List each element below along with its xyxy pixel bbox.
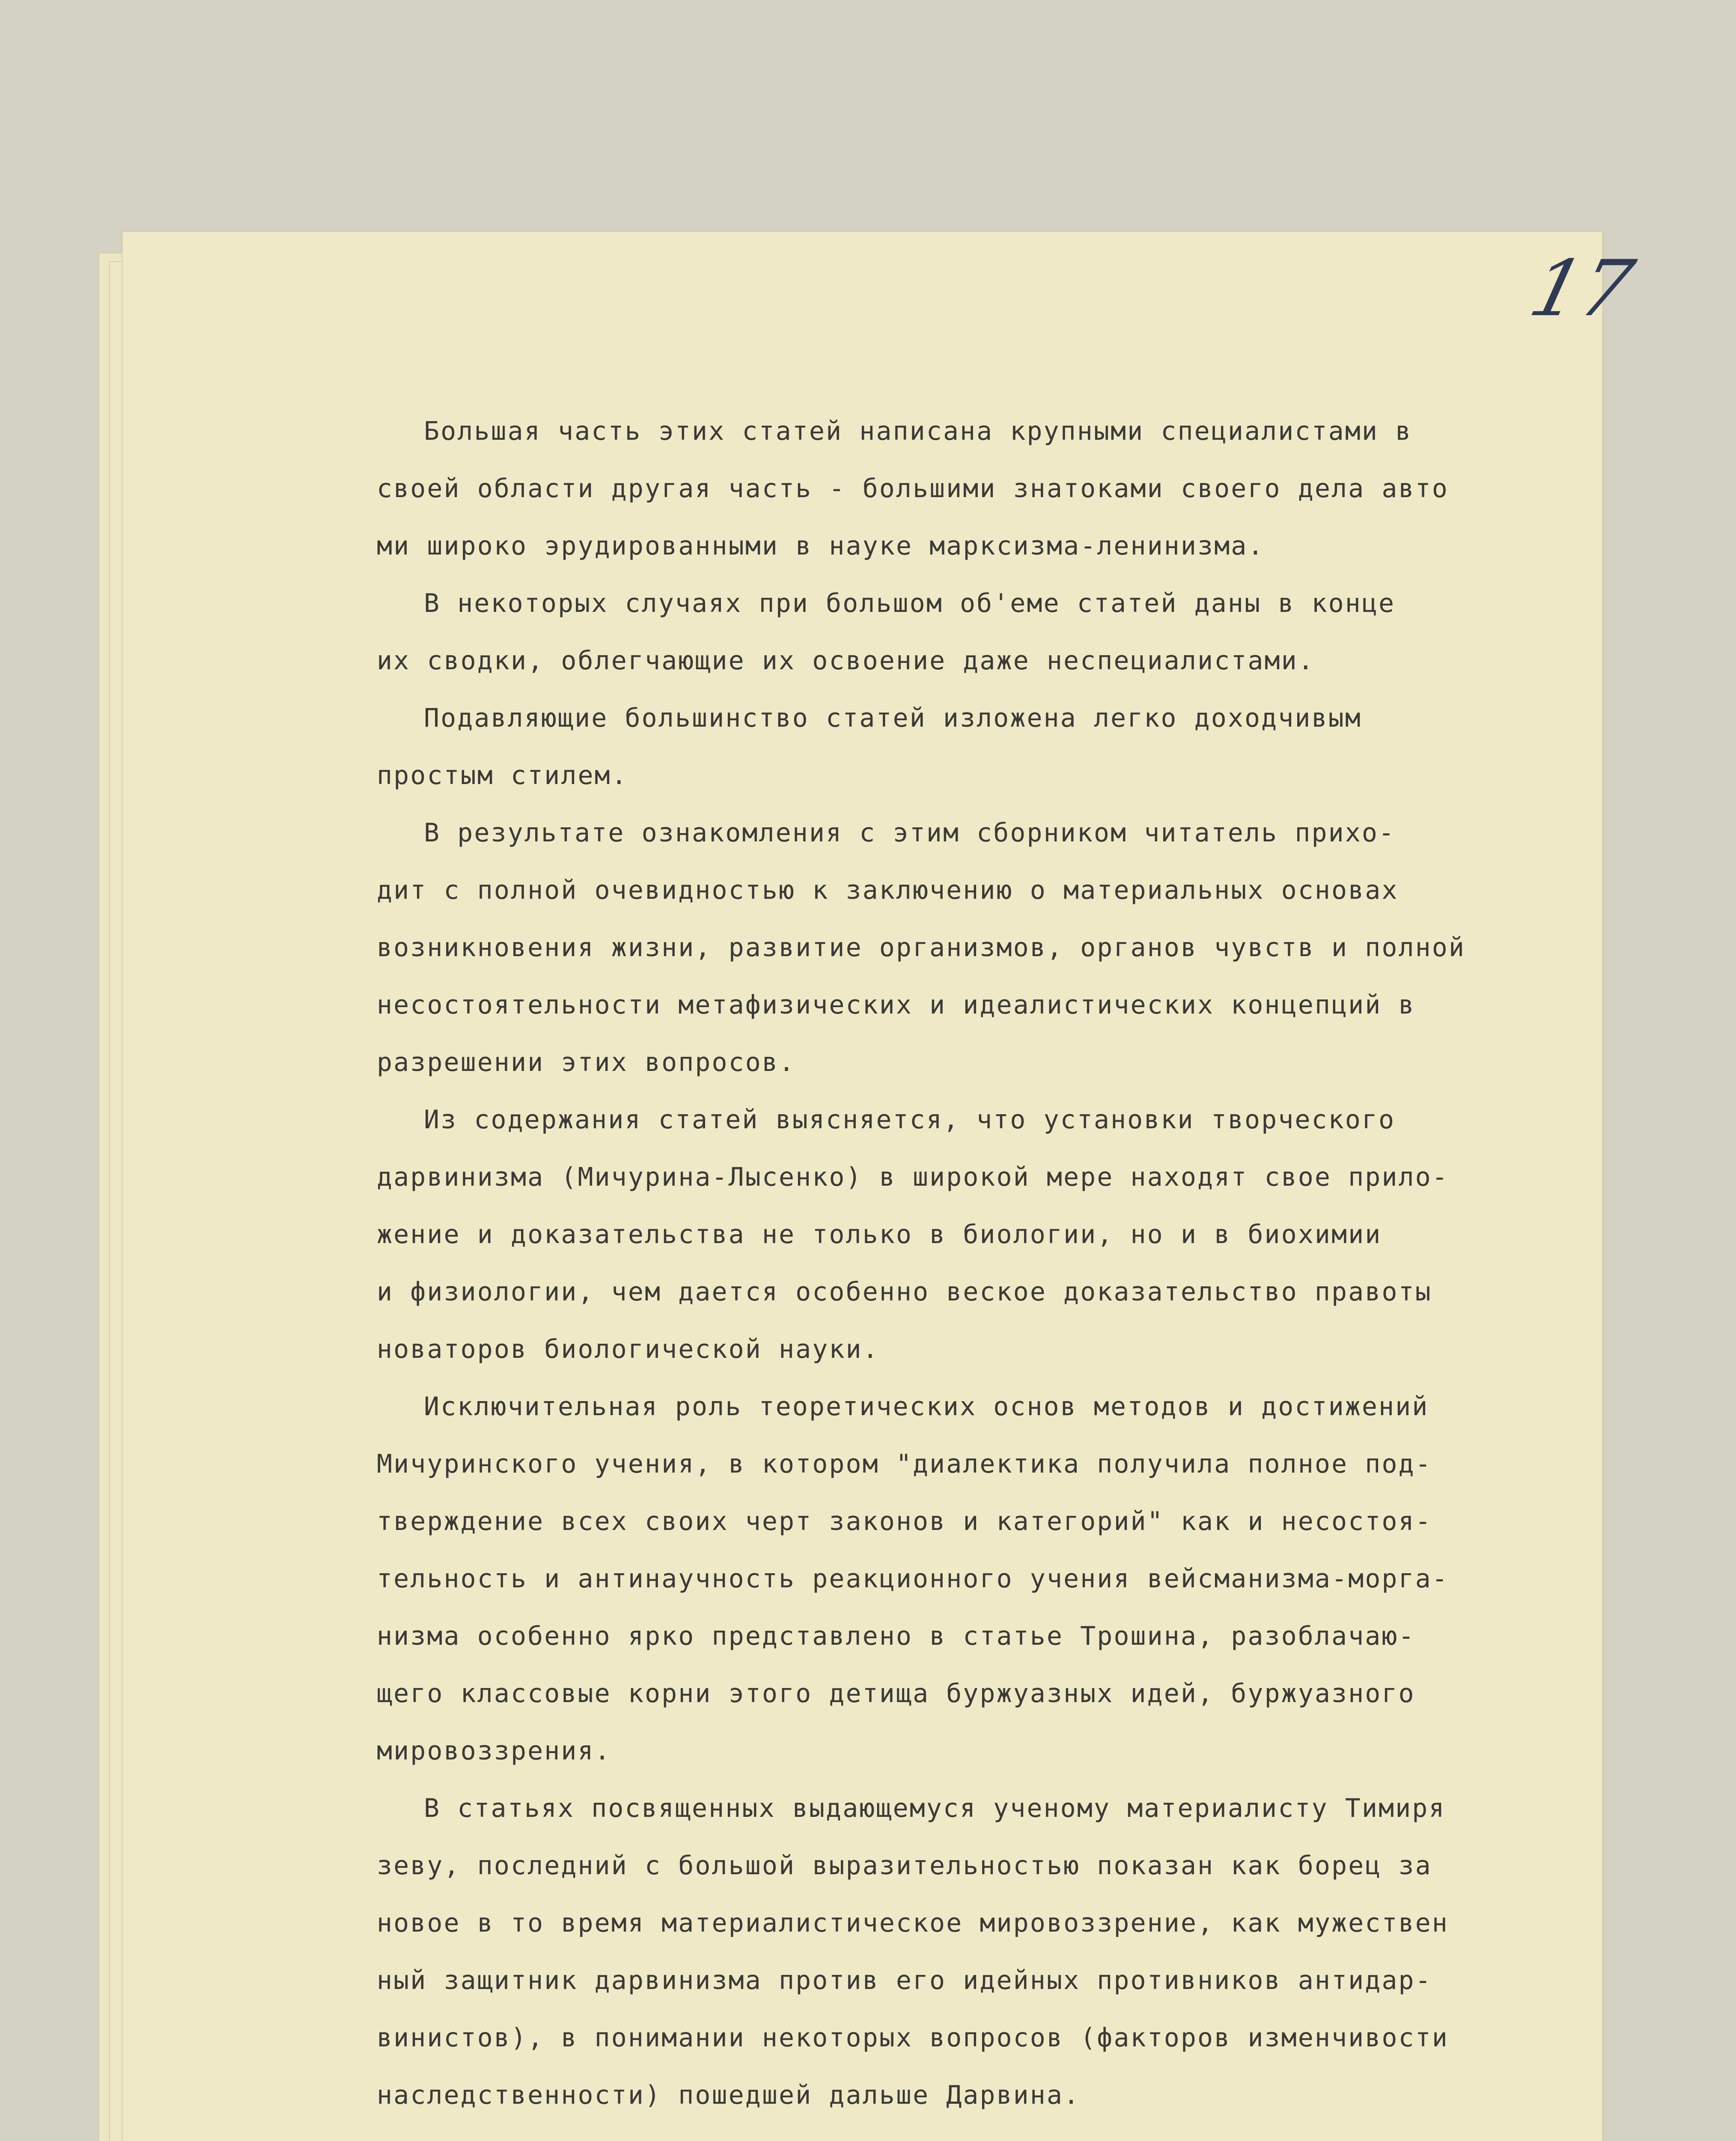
text-line: дарвинизма (Мичурина-Лысенко) в широкой мере находят свое прило-	[377, 1162, 1449, 1192]
text-line: В статьях посвященных выдающемуся ученому материалисту Тимиря	[424, 1793, 1446, 1823]
text-line: мировоззрения.	[377, 1736, 611, 1766]
text-line: Большая часть этих статей написана крупными специалистами в	[424, 416, 1412, 446]
typed-text-body	[377, 403, 1640, 2124]
text-line: щего классовые корни этого детища буржуазных идей, буржуазного	[377, 1679, 1415, 1709]
text-line: своей области другая часть - большими знатоками своего дела авто	[377, 474, 1449, 504]
text-line: новаторов биологической науки.	[377, 1334, 879, 1364]
text-line: В результате ознакомления с этим сборником читатель прихо-	[424, 818, 1396, 848]
text-line: Подавляющие большинство статей изложена легко доходчивым	[424, 703, 1362, 733]
text-line: их сводки, облегчающие их освоение даже неспециалистами.	[377, 646, 1315, 676]
text-line: новое в то время материалистическое мировоззрение, как мужествен	[377, 1908, 1449, 1938]
page-number: 17	[1521, 244, 1642, 334]
text-line: зеву, последний с большой выразительностью показан как борец за	[377, 1851, 1432, 1881]
text-line: тельность и антинаучность реакционного учения вейсманизма-морга-	[377, 1564, 1449, 1594]
text-line: В некоторых случаях при большом об'еме статей даны в конце	[424, 588, 1396, 618]
text-line: ми широко эрудированными в науке марксизма-ленинизма.	[377, 531, 1265, 561]
text-line: низма особенно ярко представлено в статье Трошина, разоблачаю-	[377, 1621, 1415, 1651]
text-line: ный защитник дарвинизма против его идейных противников антидар-	[377, 1965, 1432, 1995]
text-line: наследственности) пошедшей дальше Дарвина.	[377, 2080, 1081, 2110]
text-line: возникновения жизни, развитие организмов, органов чувств и полной	[377, 933, 1465, 963]
text-line: винистов), в понимании некоторых вопросов (факторов изменчивости	[377, 2023, 1449, 2053]
faded-stamp-mark	[1263, 2132, 1486, 2141]
text-line: Исключительная роль теоретических основ методов и достижений	[424, 1392, 1429, 1422]
text-line: разрешении этих вопросов.	[377, 1047, 796, 1077]
text-line: и физиологии, чем дается особенно веское доказательство правоты	[377, 1277, 1432, 1307]
text-line: тверждение всех своих черт законов и категорий" как и несостоя-	[377, 1506, 1432, 1536]
text-line: дит с полной очевидностью к заключению о материальных основах	[377, 875, 1399, 905]
text-line: Из содержания статей выясняется, что установки творческого	[424, 1105, 1396, 1135]
text-line: несостоятельности метафизических и идеалистических концепций в	[377, 990, 1415, 1020]
text-line: Мичуринского учения, в котором "диалектика получила полное под-	[377, 1449, 1432, 1479]
text-line: жение и доказательства не только в биологии, но и в биохимии	[377, 1220, 1382, 1249]
text-line: простым стилем.	[377, 760, 628, 790]
